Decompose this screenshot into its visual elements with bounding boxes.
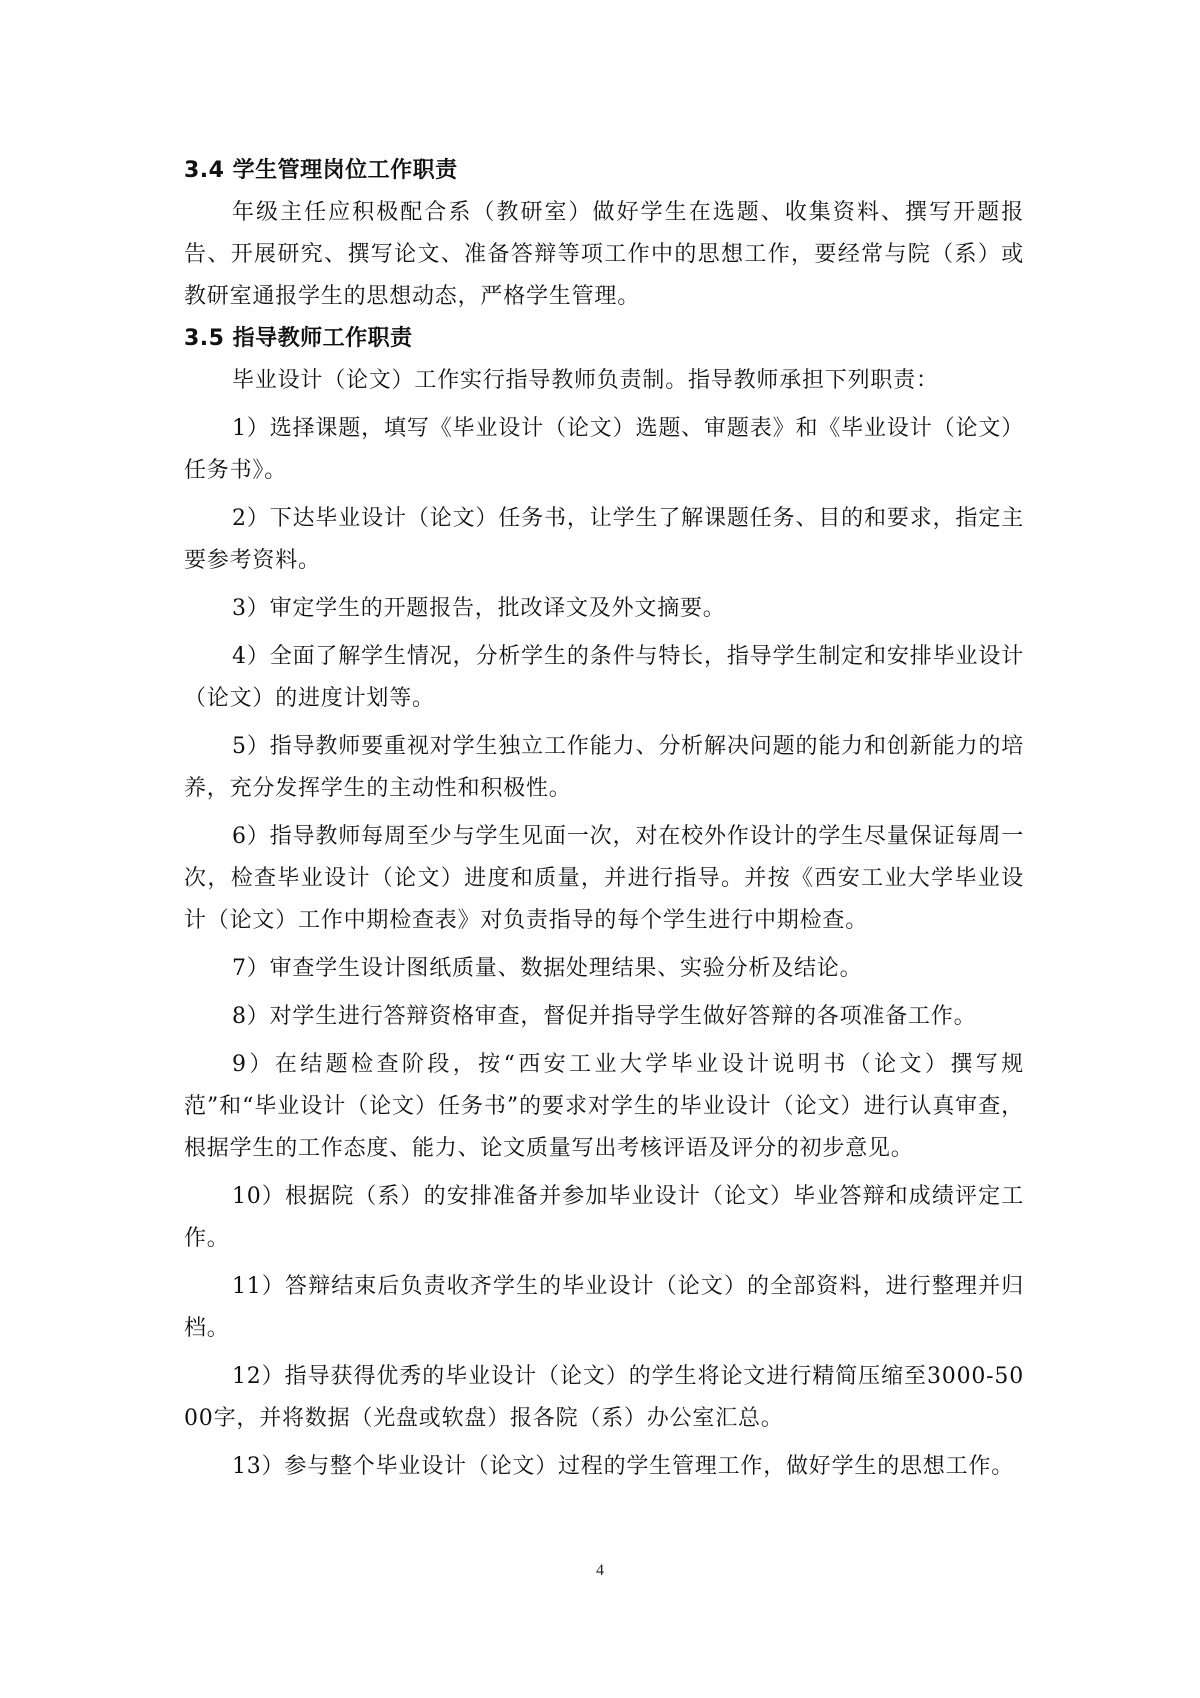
duty-item-8: 8）对学生进行答辩资格审查，督促并指导学生做好答辩的各项准备工作。 [232, 1004, 977, 1029]
section-heading-3-5: 3.5 指导教师工作职责 [184, 326, 413, 351]
duty-item-2: 2）下达毕业设计（论文）任务书，让学生了解课题任务、目的和要求，指定主要参考资料。 [184, 506, 1024, 573]
duty-item-13: 13）参与整个毕业设计（论文）过程的学生管理工作，做好学生的思想工作。 [232, 1454, 1014, 1479]
duty-item-10: 10）根据院（系）的安排准备并参加毕业设计（论文）毕业答辩和成绩评定工作。 [184, 1184, 1024, 1251]
section-3-4-paragraph: 年级主任应积极配合系（教研室）做好学生在选题、收集资料、撰写开题报告、开展研究、撰写论文、准备答辩等项工作中的思想工作，要经常与院（系）或教研室通报学生的思想动态，严格学生管理。 [184, 200, 1024, 309]
duty-item-11: 11）答辩结束后负责收齐学生的毕业设计（论文）的全部资料，进行整理并归档。 [184, 1274, 1024, 1341]
duty-item-7: 7）审查学生设计图纸质量、数据处理结果、实验分析及结论。 [232, 956, 863, 981]
duty-item-9: 9）在结题检查阶段，按“西安工业大学毕业设计说明书（论文）撰写规范”和“毕业设计（论文）任务书”的要求对学生的毕业设计（论文）进行认真审查，根据学生的工作态度、能力、论文质量写出考核评语及评分的初步意见。 [184, 1052, 1024, 1161]
duty-item-1: 1）选择课题，填写《毕业设计（论文）选题、审题表》和《毕业设计（论文）任务书》。 [184, 416, 1024, 483]
section-3-5-intro: 毕业设计（论文）工作实行指导教师负责制。指导教师承担下列职责： [232, 368, 939, 393]
duty-item-12: 12）指导获得优秀的毕业设计（论文）的学生将论文进行精简压缩至3000-5000字，并将数据（光盘或软盘）报各院（系）办公室汇总。 [184, 1364, 1024, 1431]
page-content [184, 150, 1024, 1488]
duty-item-3: 3）审定学生的开题报告，批改译文及外文摘要。 [232, 596, 726, 621]
duty-item-5: 5）指导教师要重视对学生独立工作能力、分析解决问题的能力和创新能力的培养，充分发挥学生的主动性和积极性。 [184, 734, 1024, 801]
duty-item-6: 6）指导教师每周至少与学生见面一次，对在校外作设计的学生尽量保证每周一次，检查毕业设计（论文）进度和质量，并进行指导。并按《西安工业大学毕业设计（论文）工作中期检查表》对负责指导的每个学生进行中期检查。 [184, 824, 1024, 933]
section-heading-3-4: 3.4 学生管理岗位工作职责 [184, 158, 458, 183]
page-number: 4 [596, 1562, 604, 1579]
duty-item-4: 4）全面了解学生情况，分析学生的条件与特长，指导学生制定和安排毕业设计（论文）的进度计划等。 [184, 644, 1024, 711]
